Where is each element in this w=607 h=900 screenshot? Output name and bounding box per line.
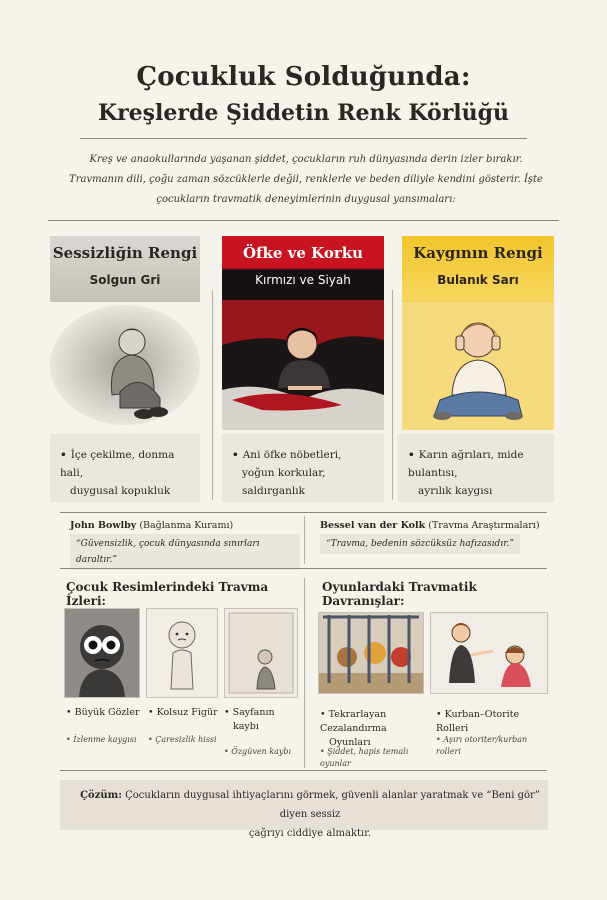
big-eyes-drawing	[64, 608, 140, 698]
anxious-child-illustration	[402, 300, 554, 430]
column-divider-2	[392, 290, 393, 500]
column-subtitle-yellow: Bulanık Sarı	[437, 273, 519, 287]
punishment-game-illustration	[318, 612, 424, 694]
solution-text	[80, 786, 540, 843]
quote-divider	[304, 516, 305, 564]
drawing-label-page: • Sayfanın kaybı	[224, 707, 275, 732]
game-label-punishment: • Tekrarlayan Cezalandırma Oyunları	[320, 709, 387, 748]
intro-text: Kreş ve anaokullarında yaşanan şiddet, çocukların ruh dünyasında derin izler bırakır. Travmanın dili, çoğu zaman sözcüklerle değil, renklerle ve beden diliyle kendini gösterir. İşte çocukların travmatik deneyimlerinin duygusal yansımaları:	[69, 154, 543, 205]
angry-child-illustration	[222, 300, 384, 430]
solution-top-divider	[60, 770, 547, 771]
quote-field: (Travma Araştırmaları)	[428, 520, 540, 531]
quote-van-der-kolk	[320, 518, 550, 554]
column-title-red: Öfke ve Korku	[242, 244, 364, 262]
quote-text: “Güvensizlik, çocuk dünyasında sınırları daraltır.”	[70, 534, 300, 570]
bullets-red: • Ani öfke nöbetleri, yoğun korkular, saldırganlık	[232, 449, 342, 497]
solution-line-1: Çocukların duygusal ihtiyaçlarını görmek, güvenli alanlar yaratmak ve “Beni gör” diyen sessiz	[125, 790, 540, 820]
withdrawn-child-illustration	[50, 300, 200, 430]
solution-line-2: çağrıyı ciddiye almaktır.	[248, 828, 372, 839]
victim-authority-roles-illustration	[430, 612, 548, 694]
quote-field: (Bağlanma Kuramı)	[139, 520, 234, 531]
quote-author: John Bowlby	[70, 520, 137, 531]
column-title-yellow: Kaygının Rengi	[413, 244, 543, 262]
solution-label: Çözüm:	[80, 790, 122, 801]
column-subtitle-gray: Solgun Gri	[89, 273, 161, 287]
quote-author: Bessel van der Kolk	[320, 520, 426, 531]
drawing-sublabel-page: • Özgüven kaybı	[224, 747, 292, 756]
drawing-sublabel-big-eyes: • İzlenme kaygısı	[66, 735, 137, 744]
drawing-sublabel-armless: • Çaresizlik hissi	[148, 735, 217, 744]
quote-bowlby	[70, 518, 300, 570]
title-divider	[80, 138, 527, 139]
drawings-section-title: Çocuk Resimlerindeki Travma İzleri:	[66, 580, 269, 608]
quotes-bottom-divider	[60, 568, 547, 569]
column-title-gray: Sessizliğin Rengi	[52, 244, 198, 262]
drawing-label-armless: • Kolsuz Figür	[148, 707, 218, 718]
game-label-roles: • Kurban–Otorite Rolleri	[436, 709, 520, 734]
section-divider	[304, 578, 305, 768]
armless-figure-drawing	[146, 608, 218, 698]
column-divider-1	[212, 290, 213, 500]
quote-text: “Travma, bedenin sözcüksüz hafızasıdır.”	[320, 534, 520, 554]
bullets-gray: • İçe çekilme, donma hali, duygusal kopukluk	[60, 449, 175, 497]
game-sublabel-punishment: • Şiddet, hapis temalı oyunlar	[320, 747, 409, 768]
bullets-yellow: • Karın ağrıları, mide bulantısı, ayrılık kaygısı	[408, 449, 524, 497]
drawing-label-big-eyes: • Büyük Gözler	[66, 707, 140, 718]
page-subtitle: Kreşlerde Şiddetin Renk Körlüğü	[97, 100, 510, 126]
lost-page-drawing	[224, 608, 298, 698]
page-title: Çocukluk Solduğunda:	[136, 62, 471, 92]
game-sublabel-roles: • Aşırı otoriter/kurban rolleri	[436, 735, 528, 756]
intro-divider	[48, 220, 559, 221]
quotes-top-divider	[60, 512, 547, 513]
games-section-title: Oyunlardaki Travmatik Davranışlar:	[322, 580, 477, 608]
column-subtitle-red: Kırmızı ve Siyah	[255, 273, 351, 287]
